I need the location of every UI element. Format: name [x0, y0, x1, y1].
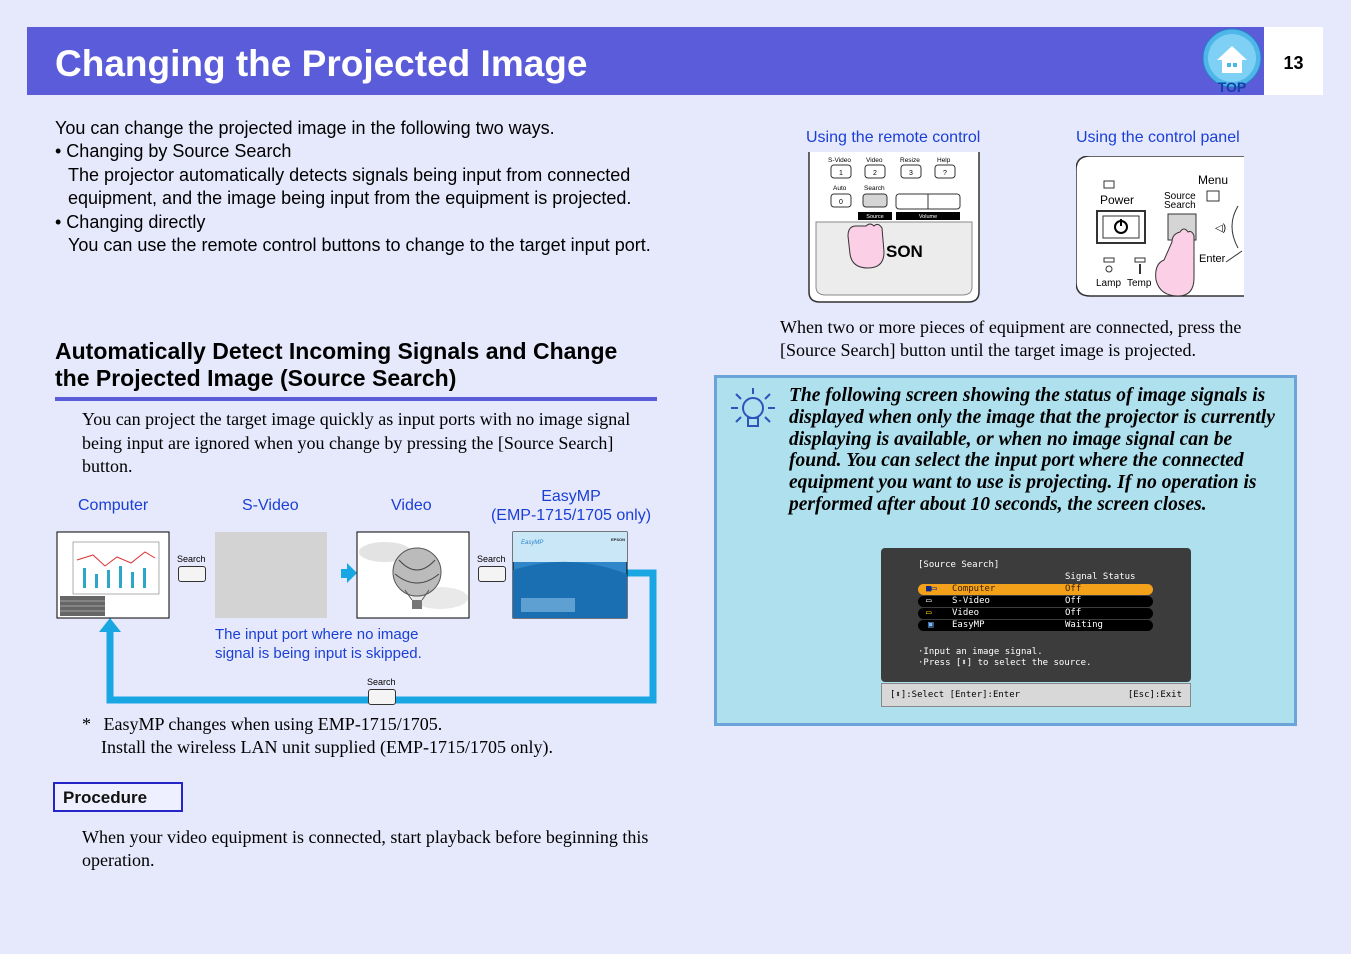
osd-help-bar: [881, 683, 1191, 707]
svg-text:TOP: TOP: [1217, 79, 1247, 94]
note-asterisk: *: [82, 714, 91, 734]
note-line-1: EasyMP changes when using EMP-1715/1705.: [103, 714, 443, 734]
page-number-box: [1264, 27, 1323, 95]
easymp-note: [82, 713, 662, 759]
bullet-source-search-title: • Changing by Source Search: [55, 141, 292, 162]
svg-text:Power: Power: [1100, 193, 1135, 207]
svg-text:Help: Help: [937, 157, 951, 164]
svg-text:1: 1: [839, 170, 843, 177]
osd-row-video[interactable]: ▭ Video Off: [918, 608, 1153, 619]
select-arrows-icon: ⬍: [895, 690, 901, 700]
page-number: 13: [1283, 53, 1304, 73]
heading-rule: [55, 397, 657, 401]
skip-caption-line-1: The input port where no image: [215, 626, 419, 643]
top-button[interactable]: [1201, 28, 1263, 94]
osd-row-easymp[interactable]: ▣ EasyMP Waiting: [918, 620, 1153, 631]
search-button-2[interactable]: [478, 566, 506, 582]
procedure-text: When your video equipment is connected, start playback before beginning this operation.: [82, 827, 649, 870]
s-video-icon: ▭: [926, 596, 932, 606]
osd-bar-right: [Esc]:Exit: [1127, 690, 1182, 700]
search-button-3[interactable]: [368, 689, 396, 705]
osd-row-s-video[interactable]: ▭ S-Video Off: [918, 596, 1153, 607]
svg-text:Enter: Enter: [1199, 253, 1226, 265]
osd-column-header: Signal Status: [1065, 572, 1136, 582]
svg-text:Volume: Volume: [918, 214, 938, 220]
remote-control-title: Using the remote control: [806, 129, 981, 146]
section-heading: Automatically Detect Incoming Signals and Change the Projected Image (Source Search): [55, 338, 618, 391]
bullet-source-search-text: The projector automatically detects signals being input from connected equipment, and the image being input from the equipment is projected.: [68, 164, 632, 209]
source-search-flow-diagram: [55, 530, 665, 705]
note-line-2: Install the wireless LAN unit supplied (EMP-1715/1705 only).: [101, 737, 553, 757]
right-paragraph: When two or more pieces of equipment are connected, press the [Source Search] button until the target image is projected.: [780, 317, 1242, 360]
tip-text: The following screen showing the status of image signals is displayed when only the image that the projector is currently displaying is available, or when no image signal can be found. You can select the input port where the connected equipment you want to use is projecting. If no operation is performed after about 10 seconds, the screen closes.: [789, 385, 1275, 515]
bullet-direct-title: • Changing directly: [55, 211, 206, 232]
svg-text:?: ?: [943, 170, 947, 177]
top-house-icon: [1201, 28, 1263, 94]
osd-hint-1: ·Input an image signal.: [918, 647, 1043, 657]
intro-text: [55, 117, 665, 257]
svg-text:Auto: Auto: [833, 185, 847, 192]
remote-control-illustration: [806, 152, 982, 304]
svg-text:EasyMP: EasyMP: [521, 540, 544, 546]
label-easymp-note: (EMP-1715/1705 only): [490, 507, 652, 524]
svg-text:SON: SON: [886, 242, 923, 261]
computer-icon: ■▭: [926, 584, 937, 594]
video-icon: ▭: [926, 608, 932, 618]
control-panel-illustration: [1076, 156, 1246, 298]
svg-text:Temp: Temp: [1127, 278, 1152, 289]
easymp-icon: ▣: [928, 620, 934, 630]
osd-bar-left: [⬍]:Select [Enter]:Enter: [890, 690, 1021, 700]
skip-caption: [215, 625, 422, 663]
svg-text:Source: Source: [866, 214, 884, 220]
label-video: Video: [391, 497, 432, 514]
flow-arrowhead-up: [99, 618, 121, 632]
search-label-1: Search: [177, 554, 206, 564]
control-panel-title: Using the control panel: [1076, 129, 1240, 146]
svg-text:2: 2: [873, 170, 877, 177]
label-easymp: [490, 487, 652, 525]
search-label-2: Search: [477, 554, 506, 564]
bullet-direct-text: You can use the remote control buttons to change to the target input port.: [68, 235, 651, 256]
svg-text:Resize: Resize: [900, 157, 920, 164]
label-easymp-name: EasyMP: [541, 488, 601, 505]
up-down-icon: ⬍: [961, 658, 967, 668]
page-title: Changing the Projected Image: [55, 43, 588, 84]
svg-text:Menu: Menu: [1198, 173, 1229, 187]
skip-caption-line-2: signal is being input is skipped.: [215, 645, 422, 662]
svg-text:Source: Source: [1164, 191, 1196, 202]
label-s-video: S-Video: [242, 497, 299, 514]
osd-title: [Source Search]: [918, 560, 1000, 570]
svg-text:0: 0: [839, 199, 843, 206]
svg-text:S-Video: S-Video: [828, 157, 852, 164]
search-label-3: Search: [367, 677, 396, 687]
svg-text:3: 3: [909, 170, 913, 177]
section-paragraph: You can project the target image quickly as input ports with no image signal being input are ignored when you change by pressing the [Source Search] button.: [82, 409, 631, 476]
lightbulb-icon: [728, 386, 778, 436]
s-video-blank-thumbnail: [215, 532, 327, 618]
svg-text:Video: Video: [866, 157, 883, 164]
svg-text:Search: Search: [1164, 200, 1196, 211]
label-computer: Computer: [78, 497, 149, 514]
procedure-label: Procedure: [53, 782, 183, 812]
osd-row-computer[interactable]: ■▭ Computer Off: [918, 584, 1153, 595]
svg-text:Search: Search: [864, 185, 885, 192]
svg-text:◁): ◁): [1215, 223, 1227, 234]
intro-line: You can change the projected image in the following two ways.: [55, 118, 555, 138]
search-button-1[interactable]: [178, 566, 206, 582]
osd-hint-2: ·Press [⬍] to select the source.: [918, 658, 1092, 668]
svg-text:Lamp: Lamp: [1096, 278, 1122, 289]
svg-text:EPSON: EPSON: [611, 537, 626, 542]
flow-arrow-right: [347, 563, 357, 583]
source-search-screen: [881, 548, 1191, 682]
page-header: [27, 27, 1264, 95]
